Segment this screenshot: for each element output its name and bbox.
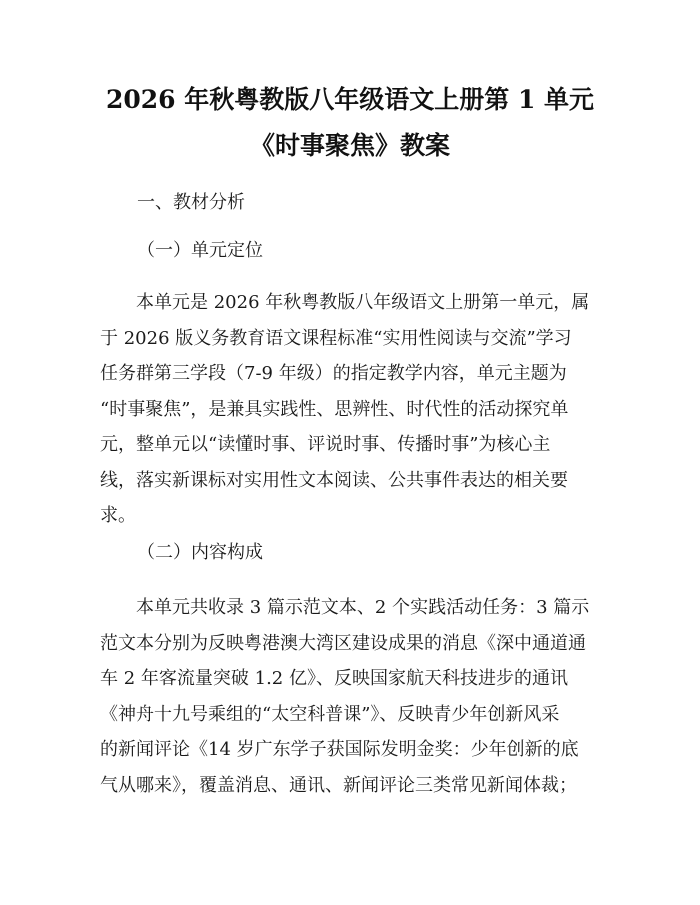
paragraph-line: 的新闻评论《14 岁广东学子获国际发明金奖：少年创新的底 [100,739,579,760]
subsection-heading-unit-positioning: （一）单元定位 [137,240,263,261]
document-title-line-1: 2026 年秋粤教版八年级语文上册第 1 单元 [105,85,595,114]
paragraph-line: 线，落实新课标对实用性文本阅读、公共事件表达的相关要 [100,469,568,491]
paragraph-line: 元，整单元以“读懂时事、评说时事、传播时事”为核心主 [100,434,551,455]
paragraph-line: “时事聚焦”，是兼具实践性、思辨性、时代性的活动探究单 [100,398,569,420]
section-heading-textbook-analysis: 一、教材分析 [137,192,245,213]
paragraph-line: 于 2026 版义务教育语文课程标准“实用性阅读与交流”学习 [100,327,572,349]
subsection-heading-content-composition: （二）内容构成 [137,542,263,563]
paragraph-line: 任务群第三学段（7-9 年级）的指定教学内容，单元主题为 [100,363,567,384]
paragraph-line: 本单元共收录 3 篇示范文本、2 个实践活动任务：3 篇示 [100,597,590,618]
paragraph-line: 车 2 年客流量突破 1.2 亿》、反映国家航天科技进步的通讯 [100,668,568,689]
paragraph-line: 本单元是 2026 年秋粤教版八年级语文上册第一单元，属 [100,292,590,313]
paragraph-line: 气从哪来》，覆盖消息、通讯、新闻评论三类常见新闻体裁； [100,774,577,796]
document-title-line-2: 《时事聚焦》教案 [249,131,450,160]
paragraph-line: 范文本分别为反映粤港澳大湾区建设成果的消息《深中通道通 [100,632,586,654]
paragraph-line: 求。 [100,505,136,526]
paragraph-line: 《神舟十九号乘组的“太空科普课”》、反映青少年创新风采 [100,703,560,725]
paragraph-content-composition [100,590,605,803]
paragraph-unit-positioning [100,285,605,534]
